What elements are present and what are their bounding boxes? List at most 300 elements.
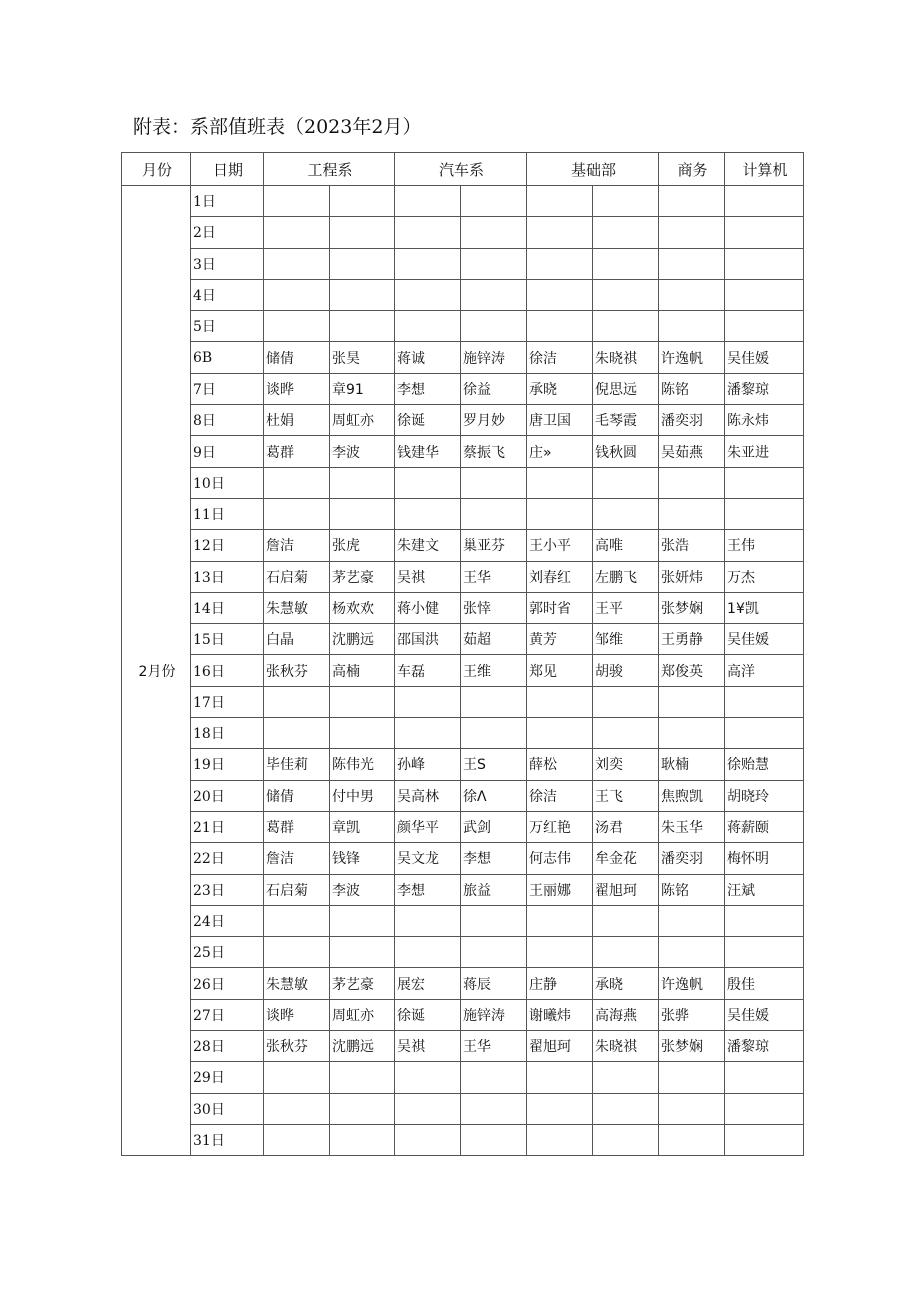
header-month: 月份 bbox=[122, 153, 191, 186]
date-cell: 22日 bbox=[191, 843, 264, 874]
duty-cell bbox=[527, 1093, 593, 1124]
duty-cell bbox=[527, 686, 593, 717]
duty-cell: 储倩 bbox=[264, 342, 330, 373]
date-cell: 14日 bbox=[191, 592, 264, 623]
duty-cell bbox=[659, 905, 725, 936]
duty-cell: 张骅 bbox=[659, 999, 725, 1030]
table-row bbox=[122, 624, 804, 655]
duty-cell: 潘奕羽 bbox=[659, 405, 725, 436]
duty-cell: 李想 bbox=[461, 843, 527, 874]
duty-cell bbox=[659, 217, 725, 248]
duty-cell: 徐诞 bbox=[395, 999, 461, 1030]
duty-cell: 陈铭 bbox=[659, 373, 725, 404]
duty-cell: 胡骏 bbox=[593, 655, 659, 686]
date-cell: 23日 bbox=[191, 874, 264, 905]
duty-cell bbox=[725, 467, 804, 498]
table-row bbox=[122, 749, 804, 780]
duty-cell bbox=[461, 279, 527, 310]
duty-cell bbox=[527, 937, 593, 968]
duty-cell: 徐诞 bbox=[395, 405, 461, 436]
date-cell: 12日 bbox=[191, 530, 264, 561]
duty-cell: 梅怀明 bbox=[725, 843, 804, 874]
duty-cell bbox=[264, 217, 330, 248]
duty-cell: 徐洁 bbox=[527, 780, 593, 811]
duty-cell: 付中男 bbox=[330, 780, 395, 811]
duty-cell bbox=[330, 498, 395, 529]
duty-cell bbox=[527, 311, 593, 342]
duty-cell: 承晓 bbox=[593, 968, 659, 999]
duty-cell bbox=[395, 718, 461, 749]
duty-cell bbox=[659, 248, 725, 279]
duty-cell bbox=[659, 186, 725, 217]
duty-cell: 郑见 bbox=[527, 655, 593, 686]
duty-cell: 沈鹏远 bbox=[330, 624, 395, 655]
duty-cell bbox=[395, 248, 461, 279]
duty-cell: 朱建文 bbox=[395, 530, 461, 561]
duty-cell bbox=[395, 279, 461, 310]
duty-cell: 张秋芬 bbox=[264, 655, 330, 686]
duty-cell bbox=[527, 1062, 593, 1093]
duty-cell: 翟旭珂 bbox=[527, 1031, 593, 1062]
date-cell: 27日 bbox=[191, 999, 264, 1030]
date-cell: 21日 bbox=[191, 811, 264, 842]
duty-cell: 施锌涛 bbox=[461, 999, 527, 1030]
duty-cell bbox=[264, 905, 330, 936]
duty-cell: 王华 bbox=[461, 1031, 527, 1062]
date-cell: 2日 bbox=[191, 217, 264, 248]
duty-cell bbox=[725, 311, 804, 342]
duty-cell bbox=[264, 1093, 330, 1124]
duty-cell: 潘奕羽 bbox=[659, 843, 725, 874]
date-cell: 9日 bbox=[191, 436, 264, 467]
duty-cell bbox=[461, 718, 527, 749]
duty-cell: 罗月妙 bbox=[461, 405, 527, 436]
duty-cell bbox=[330, 467, 395, 498]
duty-cell bbox=[264, 937, 330, 968]
duty-cell bbox=[330, 279, 395, 310]
duty-cell: 章凯 bbox=[330, 811, 395, 842]
duty-cell bbox=[395, 217, 461, 248]
duty-cell: 薛松 bbox=[527, 749, 593, 780]
duty-cell bbox=[725, 937, 804, 968]
table-row bbox=[122, 467, 804, 498]
duty-cell bbox=[725, 279, 804, 310]
table-row bbox=[122, 999, 804, 1030]
duty-cell: 殷佳 bbox=[725, 968, 804, 999]
duty-cell: 徐益 bbox=[461, 373, 527, 404]
duty-cell bbox=[264, 279, 330, 310]
duty-cell bbox=[264, 467, 330, 498]
duty-cell bbox=[593, 311, 659, 342]
duty-cell: 耿楠 bbox=[659, 749, 725, 780]
table-row bbox=[122, 561, 804, 592]
duty-cell: 展宏 bbox=[395, 968, 461, 999]
duty-cell bbox=[659, 718, 725, 749]
duty-cell bbox=[330, 1093, 395, 1124]
duty-cell bbox=[527, 248, 593, 279]
duty-cell: 陈铭 bbox=[659, 874, 725, 905]
duty-cell bbox=[264, 186, 330, 217]
duty-cell bbox=[330, 248, 395, 279]
duty-cell bbox=[659, 1093, 725, 1124]
date-cell: 25日 bbox=[191, 937, 264, 968]
duty-cell bbox=[264, 311, 330, 342]
duty-cell: 许逸帆 bbox=[659, 968, 725, 999]
duty-cell bbox=[461, 905, 527, 936]
duty-cell: 汤君 bbox=[593, 811, 659, 842]
duty-cell: 高洋 bbox=[725, 655, 804, 686]
duty-cell bbox=[527, 279, 593, 310]
duty-cell: 李波 bbox=[330, 436, 395, 467]
duty-cell bbox=[659, 311, 725, 342]
duty-cell bbox=[725, 1124, 804, 1155]
duty-cell: 张妍炜 bbox=[659, 561, 725, 592]
duty-cell: 吴佳媛 bbox=[725, 624, 804, 655]
duty-cell: 庄静 bbox=[527, 968, 593, 999]
table-row bbox=[122, 436, 804, 467]
duty-cell: 高楠 bbox=[330, 655, 395, 686]
table-row bbox=[122, 405, 804, 436]
duty-cell: 白晶 bbox=[264, 624, 330, 655]
duty-cell: 施锌涛 bbox=[461, 342, 527, 373]
duty-cell: 唐卫国 bbox=[527, 405, 593, 436]
duty-cell: 沈鹏远 bbox=[330, 1031, 395, 1062]
duty-cell: 王华 bbox=[461, 561, 527, 592]
table-row bbox=[122, 780, 804, 811]
duty-cell: 1¥凯 bbox=[725, 592, 804, 623]
duty-cell bbox=[330, 1124, 395, 1155]
duty-cell bbox=[659, 686, 725, 717]
duty-cell bbox=[593, 186, 659, 217]
duty-cell bbox=[330, 186, 395, 217]
table-row bbox=[122, 968, 804, 999]
duty-cell bbox=[725, 1093, 804, 1124]
table-row bbox=[122, 186, 804, 217]
duty-cell: 高唯 bbox=[593, 530, 659, 561]
month-cell: 2月份 bbox=[122, 186, 191, 1156]
table-row bbox=[122, 217, 804, 248]
duty-cell: 杜娟 bbox=[264, 405, 330, 436]
duty-cell: 储倩 bbox=[264, 780, 330, 811]
duty-cell bbox=[659, 467, 725, 498]
duty-cell: 吴高林 bbox=[395, 780, 461, 811]
duty-cell bbox=[593, 217, 659, 248]
duty-cell: 毛琴霞 bbox=[593, 405, 659, 436]
page-title: 附表：系部值班表（2023年2月） bbox=[133, 116, 422, 138]
duty-cell: 焦煦凯 bbox=[659, 780, 725, 811]
duty-cell bbox=[461, 311, 527, 342]
duty-cell: 茅艺豪 bbox=[330, 968, 395, 999]
duty-cell: 谈晔 bbox=[264, 999, 330, 1030]
duty-cell bbox=[330, 217, 395, 248]
table-row bbox=[122, 718, 804, 749]
duty-cell: 朱晓祺 bbox=[593, 1031, 659, 1062]
date-cell: 5日 bbox=[191, 311, 264, 342]
duty-cell: 高海燕 bbox=[593, 999, 659, 1030]
header-engineering: 工程系 bbox=[264, 153, 395, 186]
duty-cell bbox=[725, 718, 804, 749]
duty-cell bbox=[659, 279, 725, 310]
duty-cell: 邵国洪 bbox=[395, 624, 461, 655]
duty-cell bbox=[593, 279, 659, 310]
duty-cell bbox=[461, 1062, 527, 1093]
date-cell: 13日 bbox=[191, 561, 264, 592]
table-row bbox=[122, 843, 804, 874]
table-row bbox=[122, 1124, 804, 1155]
table-row bbox=[122, 655, 804, 686]
date-cell: 8日 bbox=[191, 405, 264, 436]
duty-cell bbox=[461, 217, 527, 248]
duty-cell bbox=[593, 1062, 659, 1093]
duty-cell: 潘黎琼 bbox=[725, 1031, 804, 1062]
duty-cell bbox=[527, 217, 593, 248]
duty-cell bbox=[659, 1124, 725, 1155]
duty-cell bbox=[395, 1093, 461, 1124]
duty-cell: 王勇静 bbox=[659, 624, 725, 655]
duty-cell: 吴茹燕 bbox=[659, 436, 725, 467]
duty-cell: 蔡振飞 bbox=[461, 436, 527, 467]
duty-cell: 朱晓祺 bbox=[593, 342, 659, 373]
date-cell: 6B bbox=[191, 342, 264, 373]
duty-cell bbox=[527, 467, 593, 498]
date-cell: 29日 bbox=[191, 1062, 264, 1093]
duty-cell bbox=[461, 186, 527, 217]
table-row bbox=[122, 279, 804, 310]
duty-cell: 蒋薪颐 bbox=[725, 811, 804, 842]
table-row bbox=[122, 592, 804, 623]
duty-cell: 周虹亦 bbox=[330, 999, 395, 1030]
header-automotive: 汽车系 bbox=[395, 153, 527, 186]
duty-cell: 孙峰 bbox=[395, 749, 461, 780]
duty-cell bbox=[264, 498, 330, 529]
table-row bbox=[122, 811, 804, 842]
header-date: 日期 bbox=[191, 153, 264, 186]
table-row bbox=[122, 311, 804, 342]
duty-cell: 吴文龙 bbox=[395, 843, 461, 874]
duty-cell: 万红艳 bbox=[527, 811, 593, 842]
duty-cell: 葛群 bbox=[264, 436, 330, 467]
table-row bbox=[122, 874, 804, 905]
duty-cell bbox=[395, 186, 461, 217]
duty-cell: 徐Λ bbox=[461, 780, 527, 811]
duty-cell bbox=[593, 1093, 659, 1124]
duty-roster-table bbox=[121, 152, 804, 1156]
duty-cell: 刘奕 bbox=[593, 749, 659, 780]
duty-cell: 张虎 bbox=[330, 530, 395, 561]
duty-cell: 王S bbox=[461, 749, 527, 780]
duty-cell bbox=[659, 937, 725, 968]
date-cell: 1日 bbox=[191, 186, 264, 217]
table-row bbox=[122, 1093, 804, 1124]
date-cell: 28日 bbox=[191, 1031, 264, 1062]
duty-cell: 刘春红 bbox=[527, 561, 593, 592]
duty-cell bbox=[264, 248, 330, 279]
duty-cell: 潘黎琼 bbox=[725, 373, 804, 404]
duty-cell: 詹洁 bbox=[264, 843, 330, 874]
duty-cell bbox=[330, 718, 395, 749]
date-cell: 19日 bbox=[191, 749, 264, 780]
duty-cell bbox=[264, 718, 330, 749]
duty-cell: 车磊 bbox=[395, 655, 461, 686]
date-cell: 30日 bbox=[191, 1093, 264, 1124]
duty-cell: 李波 bbox=[330, 874, 395, 905]
table-row bbox=[122, 373, 804, 404]
duty-cell: 旅益 bbox=[461, 874, 527, 905]
table-row bbox=[122, 498, 804, 529]
date-cell: 16日 bbox=[191, 655, 264, 686]
duty-cell: 郭时省 bbox=[527, 592, 593, 623]
duty-cell: 钱秋圆 bbox=[593, 436, 659, 467]
duty-cell bbox=[395, 937, 461, 968]
duty-cell bbox=[725, 498, 804, 529]
date-cell: 20日 bbox=[191, 780, 264, 811]
duty-cell bbox=[395, 311, 461, 342]
duty-cell: 何志伟 bbox=[527, 843, 593, 874]
duty-cell: 谢曦炜 bbox=[527, 999, 593, 1030]
duty-cell bbox=[527, 498, 593, 529]
duty-cell bbox=[593, 248, 659, 279]
duty-cell bbox=[264, 686, 330, 717]
duty-cell bbox=[330, 937, 395, 968]
duty-cell bbox=[527, 1124, 593, 1155]
duty-cell: 茅艺豪 bbox=[330, 561, 395, 592]
duty-cell: 巢亚芬 bbox=[461, 530, 527, 561]
date-cell: 11日 bbox=[191, 498, 264, 529]
table-row bbox=[122, 530, 804, 561]
duty-cell: 吴佳媛 bbox=[725, 999, 804, 1030]
duty-cell: 张梦娴 bbox=[659, 592, 725, 623]
date-cell: 15日 bbox=[191, 624, 264, 655]
date-cell: 4日 bbox=[191, 279, 264, 310]
duty-cell: 朱慧敏 bbox=[264, 592, 330, 623]
duty-cell: 许逸帆 bbox=[659, 342, 725, 373]
duty-cell: 谈晔 bbox=[264, 373, 330, 404]
duty-cell bbox=[461, 467, 527, 498]
duty-cell: 石启菊 bbox=[264, 561, 330, 592]
duty-cell bbox=[395, 1124, 461, 1155]
duty-cell: 陈永炜 bbox=[725, 405, 804, 436]
duty-cell bbox=[725, 686, 804, 717]
duty-cell bbox=[330, 311, 395, 342]
header-business: 商务 bbox=[659, 153, 725, 186]
duty-cell: 倪思远 bbox=[593, 373, 659, 404]
date-cell: 10日 bbox=[191, 467, 264, 498]
table-row bbox=[122, 342, 804, 373]
duty-cell: 武剑 bbox=[461, 811, 527, 842]
date-cell: 7日 bbox=[191, 373, 264, 404]
duty-cell bbox=[395, 905, 461, 936]
date-cell: 3日 bbox=[191, 248, 264, 279]
duty-cell bbox=[395, 467, 461, 498]
duty-cell: 庄» bbox=[527, 436, 593, 467]
date-cell: 18日 bbox=[191, 718, 264, 749]
duty-cell bbox=[527, 186, 593, 217]
duty-cell bbox=[527, 718, 593, 749]
duty-cell: 朱慧敏 bbox=[264, 968, 330, 999]
table-row bbox=[122, 686, 804, 717]
duty-cell: 王平 bbox=[593, 592, 659, 623]
table-row bbox=[122, 905, 804, 936]
duty-cell bbox=[461, 686, 527, 717]
duty-cell: 张浩 bbox=[659, 530, 725, 561]
duty-cell: 胡晓玲 bbox=[725, 780, 804, 811]
duty-cell: 吴祺 bbox=[395, 561, 461, 592]
duty-cell bbox=[330, 1062, 395, 1093]
duty-cell: 王维 bbox=[461, 655, 527, 686]
duty-cell: 周虹亦 bbox=[330, 405, 395, 436]
header-foundation: 基础部 bbox=[527, 153, 659, 186]
duty-cell bbox=[461, 1124, 527, 1155]
duty-cell: 毕佳莉 bbox=[264, 749, 330, 780]
duty-cell: 张昊 bbox=[330, 342, 395, 373]
duty-cell bbox=[593, 467, 659, 498]
duty-cell bbox=[593, 718, 659, 749]
duty-cell: 王伟 bbox=[725, 530, 804, 561]
duty-cell bbox=[395, 498, 461, 529]
duty-cell: 蒋小健 bbox=[395, 592, 461, 623]
duty-cell: 徐洁 bbox=[527, 342, 593, 373]
table-row bbox=[122, 248, 804, 279]
duty-cell: 翟旭珂 bbox=[593, 874, 659, 905]
duty-cell: 吴祺 bbox=[395, 1031, 461, 1062]
duty-cell bbox=[593, 905, 659, 936]
duty-cell: 詹洁 bbox=[264, 530, 330, 561]
duty-cell bbox=[593, 686, 659, 717]
duty-cell bbox=[330, 686, 395, 717]
duty-cell: 朱玉华 bbox=[659, 811, 725, 842]
duty-cell bbox=[725, 186, 804, 217]
duty-cell bbox=[330, 905, 395, 936]
date-cell: 26日 bbox=[191, 968, 264, 999]
duty-cell: 钱建华 bbox=[395, 436, 461, 467]
duty-cell bbox=[725, 217, 804, 248]
duty-cell: 徐贻慧 bbox=[725, 749, 804, 780]
duty-cell: 蒋辰 bbox=[461, 968, 527, 999]
duty-cell: 王飞 bbox=[593, 780, 659, 811]
header-row bbox=[122, 153, 804, 186]
duty-cell bbox=[461, 498, 527, 529]
duty-cell: 李想 bbox=[395, 373, 461, 404]
duty-cell bbox=[461, 248, 527, 279]
duty-cell: 邹维 bbox=[593, 624, 659, 655]
duty-cell bbox=[527, 905, 593, 936]
duty-cell: 张秋芬 bbox=[264, 1031, 330, 1062]
duty-cell: 王丽娜 bbox=[527, 874, 593, 905]
duty-cell: 牟金花 bbox=[593, 843, 659, 874]
duty-cell: 张悻 bbox=[461, 592, 527, 623]
duty-cell bbox=[725, 905, 804, 936]
duty-cell bbox=[395, 686, 461, 717]
duty-cell bbox=[461, 1093, 527, 1124]
duty-cell: 朱亚进 bbox=[725, 436, 804, 467]
duty-cell bbox=[659, 498, 725, 529]
duty-cell: 章91 bbox=[330, 373, 395, 404]
duty-cell: 茹超 bbox=[461, 624, 527, 655]
duty-cell: 钱锋 bbox=[330, 843, 395, 874]
date-cell: 17日 bbox=[191, 686, 264, 717]
duty-cell bbox=[593, 1124, 659, 1155]
duty-cell bbox=[725, 248, 804, 279]
duty-cell: 郑俊英 bbox=[659, 655, 725, 686]
duty-cell bbox=[593, 498, 659, 529]
table-row bbox=[122, 1062, 804, 1093]
duty-cell: 承晓 bbox=[527, 373, 593, 404]
date-cell: 31日 bbox=[191, 1124, 264, 1155]
date-cell: 24日 bbox=[191, 905, 264, 936]
duty-cell: 陈伟光 bbox=[330, 749, 395, 780]
duty-cell: 葛群 bbox=[264, 811, 330, 842]
duty-cell bbox=[395, 1062, 461, 1093]
